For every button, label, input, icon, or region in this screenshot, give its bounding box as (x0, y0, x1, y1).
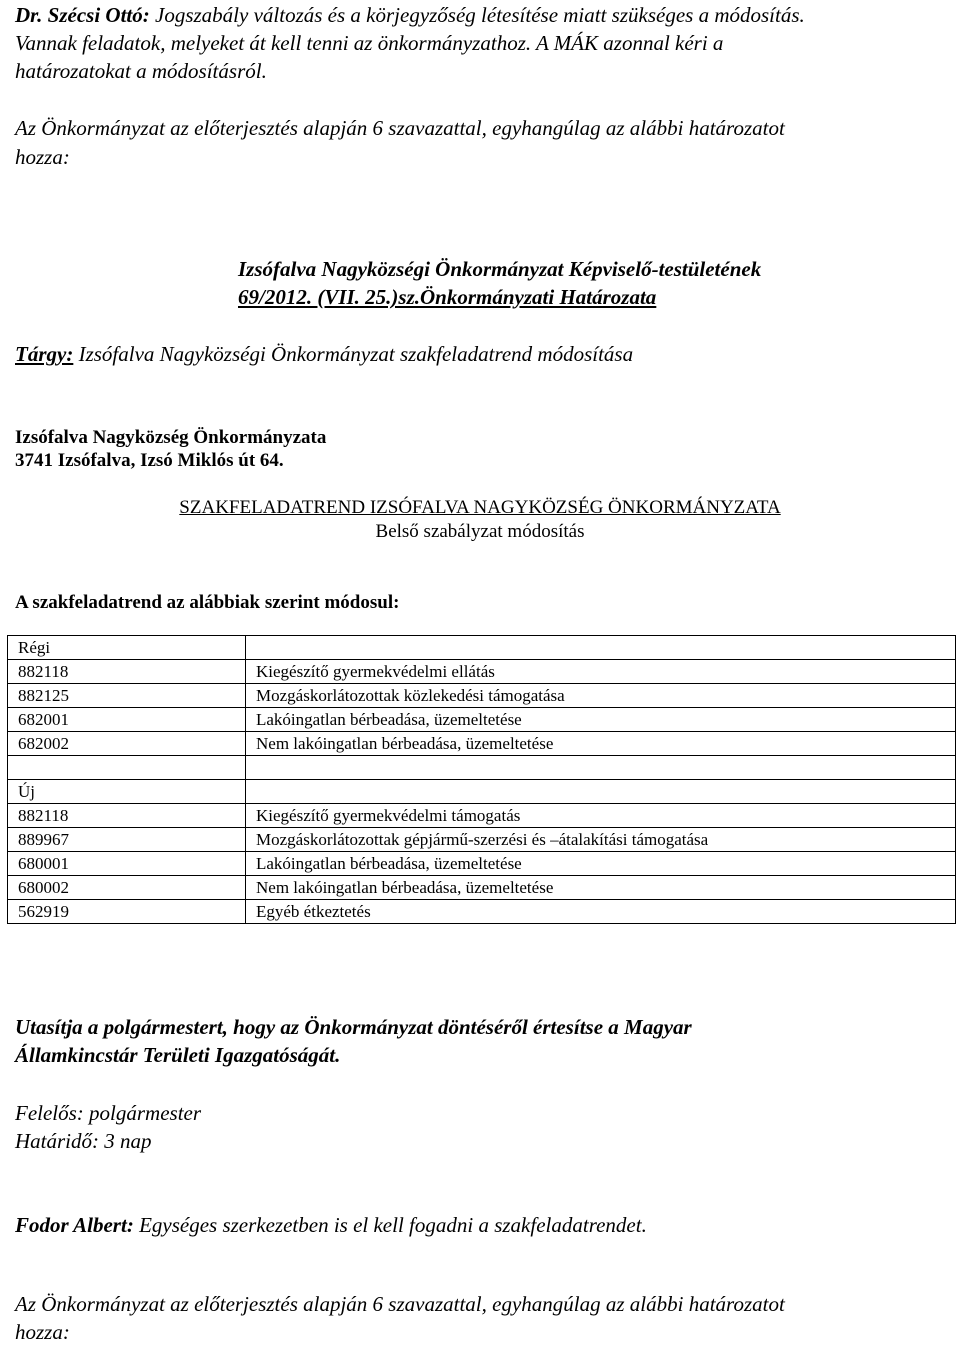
instruction-line: Államkincstár Területi Igazgatóságát. (15, 1043, 341, 1067)
vote-statement-line: hozza: (15, 145, 70, 169)
resolution-number: 69/2012. (VII. 25.)sz.Önkormányzati Határozata (238, 285, 657, 309)
table-row (8, 660, 956, 684)
table-cell (246, 756, 956, 780)
activity-code: 882118 (8, 804, 246, 828)
activity-description: Lakóingatlan bérbeadása, üzemeltetése (246, 852, 956, 876)
activity-description: Egyéb étkeztetés (246, 900, 956, 924)
section-label: Új (8, 780, 246, 804)
table-spacer-row (8, 756, 956, 780)
activity-code: 682002 (8, 732, 246, 756)
table-intro: A szakfeladatrend az alábbiak szerint módosul: (15, 592, 400, 613)
table-row (8, 732, 956, 756)
speaker-name: Fodor Albert: (15, 1213, 134, 1237)
table-row (8, 684, 956, 708)
activity-code: 882118 (8, 660, 246, 684)
activity-code: 882125 (8, 684, 246, 708)
instruction-line: Utasítja a polgármestert, hogy az Önkormányzat döntéséről értesítse a Magyar (15, 1015, 692, 1039)
resolution-heading: Izsófalva Nagyközségi Önkormányzat Képviselő-testületének (238, 257, 762, 281)
activity-description: Mozgáskorlátozottak gépjármű-szerzési és –átalakítási támogatása (246, 828, 956, 852)
activity-description: Nem lakóingatlan bérbeadása, üzemeltetése (246, 876, 956, 900)
table-cell (246, 780, 956, 804)
activity-code-table (7, 635, 956, 924)
table-section-header (8, 636, 956, 660)
activity-code: 680002 (8, 876, 246, 900)
address-street: 3741 Izsófalva, Izsó Miklós út 64. (15, 450, 284, 471)
document-subtitle: Belső szabályzat módosítás (375, 521, 585, 542)
vote-statement-line: hozza: (15, 1320, 70, 1344)
activity-description: Kiegészítő gyermekvédelmi támogatás (246, 804, 956, 828)
paragraph-line: határozatokat a módosításról. (15, 59, 267, 83)
activity-description: Kiegészítő gyermekvédelmi ellátás (246, 660, 956, 684)
subject-line (15, 341, 633, 367)
speech-text: Egységes szerkezetben is el kell fogadni a szakfeladatrendet. (139, 1213, 647, 1237)
vote-statement-line: Az Önkormányzat az előterjesztés alapján 6 szavazattal, egyhangúlag az alábbi határozatot (15, 116, 785, 140)
table-section-header (8, 780, 956, 804)
paragraph-line (15, 2, 805, 28)
speaker-name: Dr. Szécsi Ottó: (15, 3, 150, 27)
activity-code: 889967 (8, 828, 246, 852)
table-cell (8, 756, 246, 780)
subject-text: Izsófalva Nagyközségi Önkormányzat szakfeladatrend módosítása (78, 342, 634, 366)
table-row (8, 876, 956, 900)
activity-code: 680001 (8, 852, 246, 876)
document-title: SZAKFELADATREND IZSÓFALVA NAGYKÖZSÉG ÖNKORMÁNYZATA (179, 497, 781, 518)
speech-text: Jogszabály változás és a körjegyzőség létesítése miatt szükséges a módosítás. (155, 3, 805, 27)
vote-statement-line: Az Önkormányzat az előterjesztés alapján 6 szavazattal, egyhangúlag az alábbi határozatot (15, 1292, 785, 1316)
table-row (8, 900, 956, 924)
activity-description: Mozgáskorlátozottak közlekedési támogatása (246, 684, 956, 708)
table-row (8, 852, 956, 876)
table-row (8, 708, 956, 732)
table-cell (246, 636, 956, 660)
activity-description: Nem lakóingatlan bérbeadása, üzemeltetése (246, 732, 956, 756)
table-row (8, 828, 956, 852)
paragraph-line: Vannak feladatok, melyeket át kell tenni az önkormányzathoz. A MÁK azonnal kéri a (15, 31, 724, 55)
paragraph-fodor (15, 1212, 647, 1238)
section-label: Régi (8, 636, 246, 660)
subject-label: Tárgy: (15, 342, 74, 366)
responsible-line: Felelős: polgármester (15, 1101, 202, 1125)
deadline-line: Határidő: 3 nap (15, 1129, 152, 1153)
activity-description: Lakóingatlan bérbeadása, üzemeltetése (246, 708, 956, 732)
address-name: Izsófalva Nagyközség Önkormányzata (15, 427, 327, 448)
activity-code: 562919 (8, 900, 246, 924)
activity-code: 682001 (8, 708, 246, 732)
table-row (8, 804, 956, 828)
